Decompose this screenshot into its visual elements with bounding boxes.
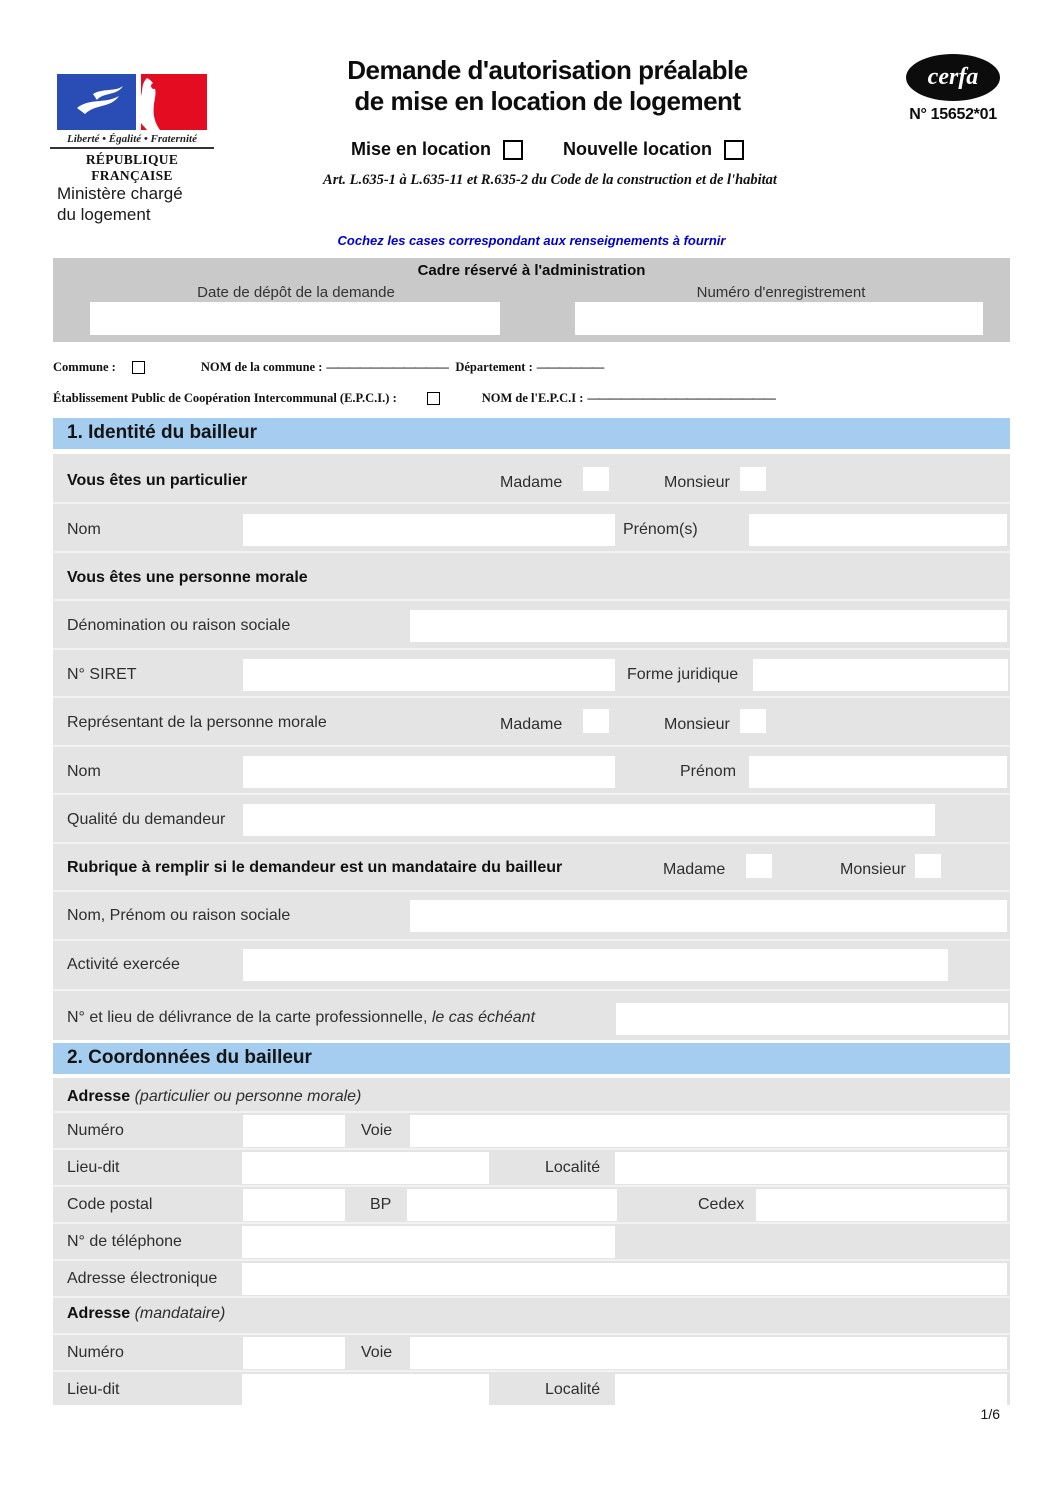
activite-label: Activité exercée <box>67 956 180 973</box>
form-title <box>270 55 825 117</box>
denomination-input[interactable] <box>410 610 1007 642</box>
adresse-mandataire-heading <box>67 1305 225 1323</box>
prenom-representant-label: Prénom <box>680 763 737 780</box>
cerfa-logo <box>906 54 1000 101</box>
telephone-input[interactable] <box>242 1226 615 1258</box>
adresse-localite-label: Localité <box>545 1159 601 1176</box>
departement-label: Département : <box>455 360 533 374</box>
republique-francaise-logo <box>57 74 207 130</box>
numero-enregistrement-input[interactable] <box>575 302 983 335</box>
adresse-numero-label: Numéro <box>67 1122 124 1139</box>
nom-raison-label: Nom, Prénom ou raison sociale <box>67 907 291 924</box>
epci-name-line[interactable]: ————————————————— <box>587 391 775 405</box>
departement-line[interactable]: —————— <box>536 360 603 374</box>
mandataire-numero-input[interactable] <box>243 1337 345 1369</box>
mandataire-localite-label: Localité <box>545 1381 601 1398</box>
commune-checkbox[interactable] <box>132 361 145 374</box>
bp-label: BP <box>370 1196 392 1213</box>
siret-input[interactable] <box>243 659 615 691</box>
adresse-label: Adresse <box>67 1305 131 1322</box>
row-separator <box>53 745 1010 747</box>
mandataire-lieudit-label: Lieu-dit <box>67 1381 120 1398</box>
monsieur-label: Monsieur <box>840 861 906 878</box>
adresse-numero-input[interactable] <box>243 1115 345 1147</box>
logo-motto: Liberté • Égalité • Fraternité <box>67 133 197 145</box>
adresse-lieudit-input[interactable] <box>242 1152 489 1184</box>
mandataire-numero-label: Numéro <box>67 1344 124 1361</box>
section1-body <box>53 454 1010 1040</box>
adresse-lieudit-label: Lieu-dit <box>67 1159 120 1176</box>
nom-raison-mandataire-input[interactable] <box>410 900 1007 932</box>
row-separator <box>53 939 1010 941</box>
adresse-voie-input[interactable] <box>410 1115 1007 1147</box>
form-title-line2: de mise en location de logement <box>354 86 741 116</box>
cerfa-block <box>900 54 1006 124</box>
mandataire-localite-input[interactable] <box>615 1374 1007 1406</box>
ministry-name <box>57 183 183 225</box>
madame-label: Madame <box>500 716 563 733</box>
representant-madame-checkbox[interactable] <box>583 709 609 733</box>
commune-name-label: NOM de la commune : <box>200 360 323 374</box>
nouvelle-location-label: Nouvelle location <box>563 139 713 159</box>
row-separator <box>53 1222 1010 1224</box>
particulier-monsieur-checkbox[interactable] <box>740 467 766 491</box>
nouvelle-location-checkbox[interactable] <box>724 140 744 160</box>
commune-label: Commune : <box>53 360 116 374</box>
forme-juridique-label: Forme juridique <box>627 666 739 683</box>
particulier-heading: Vous êtes un particulier <box>67 472 248 489</box>
adresse-particulier-heading <box>67 1088 361 1106</box>
prenom-representant-input[interactable] <box>749 756 1007 788</box>
adresse-label: Adresse <box>67 1088 131 1105</box>
commune-name-line[interactable]: ——————————— <box>326 360 448 374</box>
nom-particulier-input[interactable] <box>243 514 615 546</box>
row-separator <box>53 1370 1010 1372</box>
carte-professionnelle-input[interactable] <box>616 1003 1008 1035</box>
email-label: Adresse électronique <box>67 1270 218 1287</box>
date-depot-input[interactable] <box>90 302 500 335</box>
row-separator <box>53 1111 1010 1113</box>
epci-label: Établissement Public de Coopération Intercommunal (E.P.C.I.) : <box>53 391 397 405</box>
row-separator <box>53 696 1010 698</box>
section2-body <box>53 1078 1010 1405</box>
cedex-input[interactable] <box>756 1189 1007 1221</box>
morale-heading: Vous êtes une personne morale <box>67 569 308 586</box>
epci-row <box>53 391 1010 406</box>
legal-reference: Art. L.635-1 à L.635-11 et R.635-2 du Code de la construction et de l'habitat <box>323 172 777 188</box>
representant-monsieur-checkbox[interactable] <box>740 709 766 733</box>
ministry-line2: du logement <box>57 205 151 224</box>
forme-juridique-input[interactable] <box>753 659 1008 691</box>
form-title-line1: Demande d'autorisation préalable <box>347 55 748 85</box>
row-separator <box>53 1148 1010 1150</box>
admin-box-title: Cadre réservé à l'administration <box>417 262 646 279</box>
carte-professionnelle-label <box>67 1009 535 1027</box>
epci-name-label: NOM de l'E.P.C.I : <box>481 391 584 405</box>
mandataire-monsieur-checkbox[interactable] <box>915 854 941 878</box>
mise-en-location-checkbox[interactable] <box>503 140 523 160</box>
row-separator <box>53 1296 1010 1298</box>
adresse-voie-label: Voie <box>361 1122 393 1139</box>
logo-republic-name: RÉPUBLIQUE FRANÇAISE <box>50 147 214 184</box>
mandataire-voie-input[interactable] <box>410 1337 1007 1369</box>
denomination-label: Dénomination ou raison sociale <box>67 617 291 634</box>
siret-label: N° SIRET <box>67 666 137 683</box>
row-separator <box>53 648 1010 650</box>
row-separator <box>53 551 1010 553</box>
code-postal-input[interactable] <box>243 1189 345 1221</box>
particulier-madame-checkbox[interactable] <box>583 467 609 491</box>
mise-en-location-option <box>351 139 523 160</box>
adresse-mandataire-qualifier: (mandataire) <box>130 1305 226 1322</box>
numero-enregistrement-label: Numéro d'enregistrement <box>696 284 866 301</box>
madame-label: Madame <box>500 474 563 491</box>
epci-checkbox[interactable] <box>427 392 440 405</box>
row-separator <box>53 989 1010 991</box>
row-separator <box>53 502 1010 504</box>
bp-input[interactable] <box>407 1189 617 1221</box>
cerfa-logo-text: cerfa <box>927 64 979 90</box>
representant-label: Représentant de la personne morale <box>67 714 327 731</box>
mandataire-lieudit-input[interactable] <box>242 1374 489 1406</box>
prenoms-particulier-input[interactable] <box>749 514 1007 546</box>
mandataire-heading: Rubrique à remplir si le demandeur est un mandataire du bailleur <box>67 859 563 876</box>
row-separator <box>53 1259 1010 1261</box>
nouvelle-location-option <box>563 139 744 160</box>
mandataire-madame-checkbox[interactable] <box>746 854 772 878</box>
mandataire-voie-label: Voie <box>361 1344 393 1361</box>
fill-instruction: Cochez les cases correspondant aux renseignements à fournir <box>337 233 726 248</box>
page-number: 1/6 <box>980 1406 1000 1422</box>
mise-en-location-label: Mise en location <box>350 139 491 159</box>
qualite-demandeur-label: Qualité du demandeur <box>67 811 226 828</box>
nom-representant-input[interactable] <box>243 756 615 788</box>
location-type-options <box>270 139 825 160</box>
adresse-particulier-qualifier: (particulier ou personne morale) <box>130 1088 362 1105</box>
cedex-label: Cedex <box>698 1196 745 1213</box>
row-separator <box>53 1333 1010 1335</box>
row-separator <box>53 890 1010 892</box>
nom-particulier-label: Nom <box>67 521 101 538</box>
row-separator <box>53 842 1010 844</box>
carte-label-italic: le cas échéant <box>427 1009 536 1026</box>
email-input[interactable] <box>242 1263 1007 1295</box>
cerfa-number: N° 15652*01 <box>909 106 997 123</box>
monsieur-label: Monsieur <box>664 474 730 491</box>
section2-header: 2. Coordonnées du bailleur <box>53 1043 1010 1074</box>
row-separator <box>53 599 1010 601</box>
nom-representant-label: Nom <box>67 763 101 780</box>
qualite-demandeur-input[interactable] <box>243 804 935 836</box>
ministry-line1: Ministère chargé <box>57 184 183 203</box>
commune-row <box>53 360 1010 375</box>
adresse-localite-input[interactable] <box>615 1152 1007 1184</box>
telephone-label: N° de téléphone <box>67 1233 182 1250</box>
section1-header: 1. Identité du bailleur <box>53 418 1010 449</box>
row-separator <box>53 793 1010 795</box>
monsieur-label: Monsieur <box>664 716 730 733</box>
admin-reserved-box <box>53 258 1010 342</box>
madame-label: Madame <box>663 861 726 878</box>
carte-label-text: N° et lieu de délivrance de la carte professionnelle, <box>67 1009 428 1026</box>
code-postal-label: Code postal <box>67 1196 153 1213</box>
prenoms-label: Prénom(s) <box>623 521 698 538</box>
row-separator <box>53 1185 1010 1187</box>
activite-input[interactable] <box>243 949 948 981</box>
date-depot-label: Date de dépôt de la demande <box>197 284 395 301</box>
